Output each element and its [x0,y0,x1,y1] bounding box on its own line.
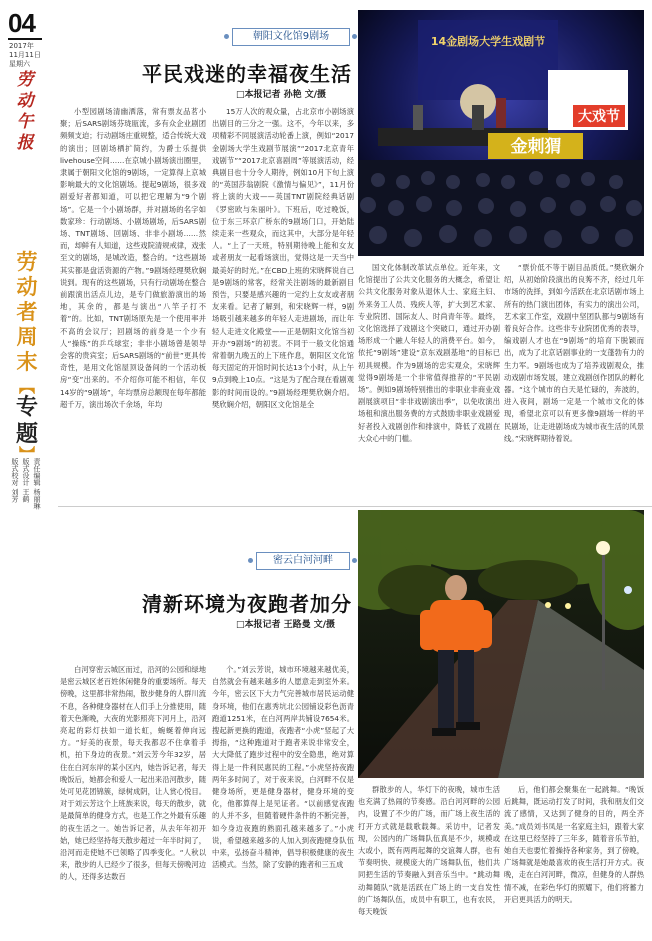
festival-sign-2: 金刺猬 [510,137,562,157]
night-runner-photo [358,510,644,778]
section-divider [58,506,652,507]
article2-title: 清新环境为夜跑者加分 [142,592,352,616]
article1-column-3: 国文化体制改革试点单位。近年来，文化馆提出了公共文化服务的大概念，希望让公共文化服务对象从退休人士、家庭主妇、外来务工人员、残疾人等，扩大到艺术家、专业院团、国际友人、时尚青年等。最终，文化馆选择了戏剧这个突破口，通过开办剧场形成一个融人年轻人的消费平台。如今，依托“9剧场”建设“京东戏剧基地”的目标已初具规模。作为9剧场的忠实观众，宋晓辉觉得9剧场是一个非常值得推荐的“平民剧场”。例如9剧场特别推出的非职业非商业戏剧展演项目“非非戏剧演出季”，以免收演出场租和演出服务费的方式鼓励非职业戏剧爱好者投入戏剧创作和排演中，降低了戏剧在大众心中的门槛。 [358,263,500,443]
article1-column-1: 小型园剧场清幽洒落，常有票友品茗小聚；后SARS剧场芬珑瓯流，多有众企业剧团频频支迫；行动剧场庄重规整，适合传统大戏的演出；回剧场栖扩简约，为爵士乐提供livehouse空间……在京城小剧场演出圈里，隶属于朝阳文化馆的9剧场，一定算得上京城影响最大的文化馆剧场。提起9剧场，很多戏剧爱好者都知道，可以把它理解为“9个剧场”。它是一个小剧场群，并对剧场的名字如数家珍：行动剧场、小剧场剧场，后SARS剧场、TNT剧场、回剧场、非非小剧场……然而，却鲜有人知道，这些戏院清规戒律，戏张至文的剧场，是城改造，整合的。“这些剧场其实都是盘活资源的产物。”9剧场经理樊欣娴说到。现有的这些剧场，只有行动剧场在整合前跟演出活点儿边，是专门做旅游演出的场地，其余的，都是与演出“八竿子打不着”的。比如，TNT剧场原先是一个使用率并不高的会议厅；回剧场的前身是一个少有人“操练”的乒乓球室；非非小剧场曾是领导会客的贵宾室；后SARS剧场的“前世”更具传奇性，是用文化馆屋顶设备间的一个活动板房“变”出来的。不介绍你可能不相信，年仅14岁的“9剧场”，年均票房总额现在每年都能超千万，演出场次千余场，年均 [60,107,206,409]
theatre-stage-photo [358,10,644,256]
article2-column-1: 白河穿密云城区而过，沿河的公园和绿地是密云城区老百姓休闲健身的重要场所。每天傍晚，这里都非常热闹，散步健身的人群川流不息，各种健身器材在人们手上分推使用，随着天色渐晚，大夜的光影照亮下河月上，沿河亮起的彩灯扶如一道长虹，蜿蜒着伸向远方。“好美的夜景，每天我都忍不住拿着手机，拍下身边的夜景。”刘云芳今年32岁，居住在白河东岸的某小区内，她告诉记者，每天晚饭后，她都会和爱人一起出来沿河散步，随处可见花团锦簇，绿树成阴，让人赏心悦目。对于刘云芳这个上班族来说，每天的散步，就是最简单的健身方式，也是工作之外最有乐趣的夜生活之一。她告诉记者，从去年年初开始，她已经坚持每天散步超过一年半时间了，沿河而走使她不已领略了四季变化。“人秋以来，散步的人已经少了很多，但每天傍晚河边的人，还得多达数百 [60,665,206,882]
article1-title: 平民戏迷的幸福夜生活 [142,62,352,86]
article2-byline: □本报记者 王路曼 文/摄 [236,620,336,630]
tag-dot [352,34,357,39]
article2-column-3: 群散步的人，华灯下的夜晚，城市生活也充满了热闹的节奏感。沿白河河畔的公园内，设置了不少的广场，而广场上夜生活的打开方式就是载歌载舞。采访中，记者发现，公园内的广场舞队伍真是不少，规模或大或小，既有两两起舞的交谊舞人群，也有节奏明快、规模庞大的广场舞队伍，他们共同把生活的节奏融入到音乐当中。“跳动舞动舞随队”就是活跃在广场上的一支自发性的广场舞队伍，成员中有职工，也有农民，每天晚饭 [358,785,500,917]
article2-tag: 密云白河河畔 [256,552,350,570]
tag-dot [224,34,229,39]
section-title: 劳动者周末 [16,250,38,374]
article2-column-4: 后，他们都会聚集在一起跳舞。“晚饭后跳舞，既运动打发了时间，我和朋友们交流了感情，又达到了健身的目的，两全齐美。”成员刘书凤是一名家庭主妇，跟着大家在这里已经坚持了三年多，随着音乐节拍，她自天也要忙着操持各种家务，到了傍晚，广场舞就是她最喜欢的夜生活打开方式。夜晚，走在白河河畔，微凉，但健身的人群热情不减，在彩色华灯的照耀下，他们将蓄力开启更具活力的明天。 [504,785,644,904]
article2-column-2: 个。”刘云芳说，城市环境越来越优美，自然就会有越来越多的人愿意走到室外来。今年，密云区下大力气完善城市居民运动健身环境，他们在惠秀坑北公园铺设彩色沥青跑道1251米，在白河两岸共铺设7654米。搜起新更换的跑道，夜跑者“小虎”竖起了大拇指，“这种跑道对于跑者来说非常安全，大大降低了跑步过程中的安全隐患，绝对算得上是一件利民惠民的工程。”小虎坚持夜跑两年多时间了，对于夜来说，白河畔不仅是健身场所，更是健身器材，健身环境的变化，他都算得上是见证者。“以前感觉夜跑的人并不多，但随着硬件条件的不断完善，如今身边夜跑的熟面孔越来越多了。”小虎说，希望越来越多的人加入到夜跑健身队伍中来，弘扬奋斗精神，倡导积极健康的夜生活模式。当然，除了安静的跑者和三五成 [212,665,354,870]
newspaper-name: 劳动午报 [16,70,34,153]
section-subtitle: ︻ 专题 ︼ [15,377,38,464]
festival-sign-1: 大戏节 [578,109,620,125]
issue-date: 2017年 11月11日 星期六 [9,42,41,68]
tag-dot [352,558,357,563]
article1-tag: 朝阳文化馆9剧场 [232,28,350,46]
article1-byline: □本报记者 孙艳 文/摄 [236,90,327,100]
article1-column-4: “票价低不等于剧目品质低。”樊欣娴介绍，从初始阶段演出的良莠不齐，经过几年市场的洗择，到如今活跃在北京话剧市场上所有的热门演出团体，有实力的演出公司，艺术家工作室，戏剧中坚团队都与9剧场有着良好合作。这些非专业院团优秀的表导，编戏剧人才也在“9剧场”的培育下脱颖而出，成为了北京话剧事业的一支蓬勃有力的生力军。9剧场也成为了培养戏剧观众，推动戏剧市场发展，建立戏剧创作团队的孵化器。“这个城市的白天是忙碌的，奔波的，进入夜间，剧场一定是一个城市文化的体现，希望北京可以有更多像9剧场一样的平民剧场，让走进剧场成为城市夜生活的风景线。”宋晓辉期待着说。 [504,263,644,443]
divider [8,38,42,40]
article1-column-2: 15万人次的观众量，占北京市小剧场演出剧目的三分之一强。这不，今年以来，多项精彩不同展演活动轮番上演，例如“2017金剧场大学生戏剧节展演”“2017北京青年戏剧节”“2017北京喜剧周”等展演活动，经典剧目也十分令人期待，例如10月下旬上演的“英国莎翁剧院《激情与偏见》”，11月份将上演的大戏——英国TNT剧院经典话剧《罗密欧与朱丽叶》。下班后，吃过晚饭，位于东三环京广桥东的9剧场门口，开始陆续走来一些观众，而这其中，大部分是年轻人。“上了一天班，特别期待晚上能和女友或者朋友一起看场演出，觉得这是一天当中最美好的时光。”在CBD上班的宋晓辉说自己是9剧场的常客，经常关注剧场的最新剧目预告，只要是感兴趣的一定约上女友或者朋友来看。记者了解到，和宋晓辉一样，9剧场吸引越来越多的年轻人走进剧场，而让年轻人走进文化殿堂——正是朝阳文化馆当初开办“9剧场”的初衷。不同于一般文化馆通常着朝九晚五的上下班作息，朝阳区文化馆每天固定的开馆时间长达13个小时，从上午9点到晚上10点。“这是为了配合现在看剧观影的时间而设的。”9剧场经理樊欣娴介绍。樊欣娴介绍，朝阳区文化馆是全 [212,107,354,409]
left-masthead-strip [0,0,50,941]
stage-banner-text: 14金剧场大学生戏剧节 [430,35,546,48]
page-number: 04 [8,8,35,38]
editor-credits: 版式校对 刘芳 版式设计 王鹤 责任编辑 杨丽琳 [11,458,41,510]
tag-dot [248,558,253,563]
